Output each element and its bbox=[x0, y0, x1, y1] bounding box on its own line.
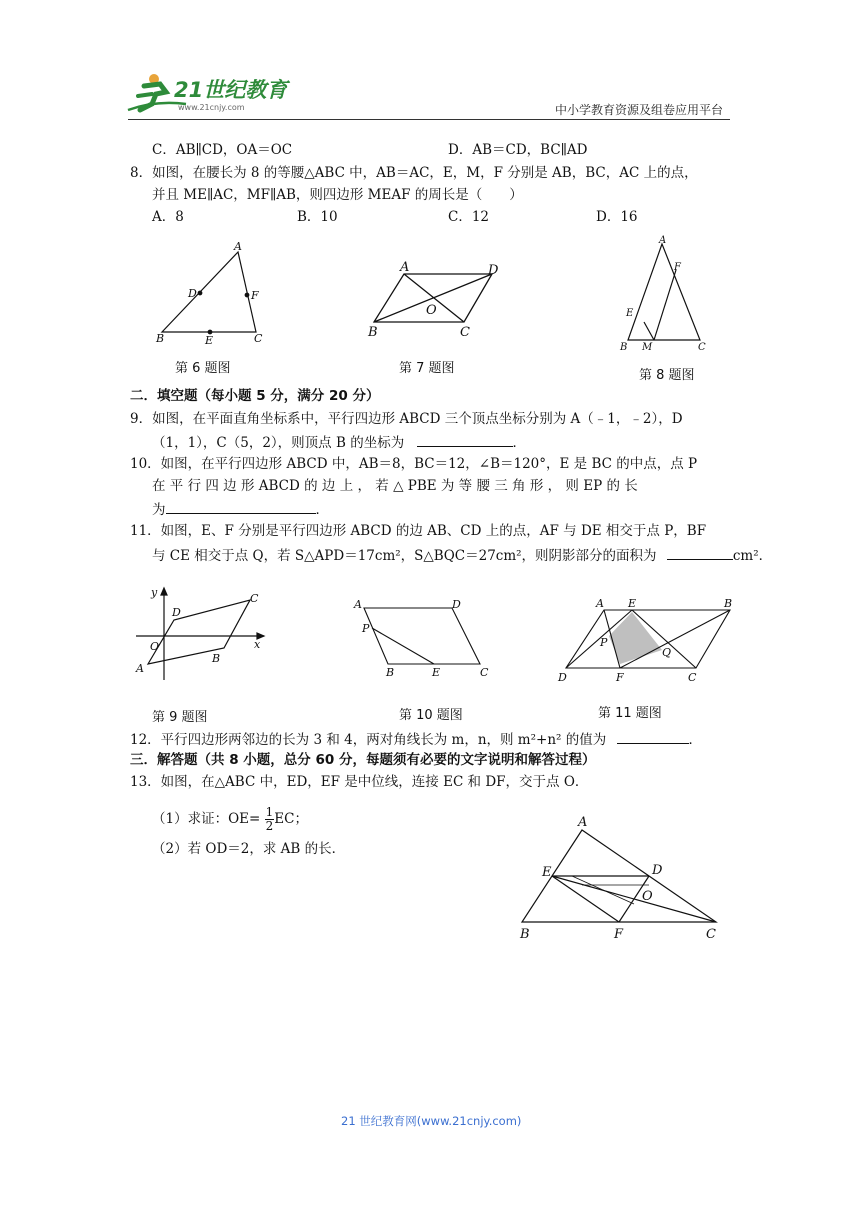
q9-end: ． bbox=[512, 435, 526, 451]
section-2-title: 二．填空题（每小题 5 分，满分 20 分） bbox=[130, 388, 380, 404]
figure-9 bbox=[130, 584, 270, 684]
label-c: C bbox=[706, 927, 716, 942]
triangle-abc bbox=[162, 252, 256, 332]
label-a: A bbox=[136, 662, 144, 675]
q7-option-d: D．AB＝CD，BC∥AD bbox=[448, 142, 588, 158]
segment-mf bbox=[654, 270, 676, 340]
label-e: E bbox=[205, 334, 214, 347]
label-a: A bbox=[578, 815, 588, 830]
q10-line1: 10．如图，在平行四边形 ABCD 中，AB＝8，BC＝12，∠B＝120°，E 是 BC 的中点，点 P bbox=[130, 456, 698, 472]
q8-option-b: B．10 bbox=[297, 209, 338, 225]
segment-inner-2 bbox=[572, 876, 634, 904]
caption-fig8: 第 8 题图 bbox=[639, 368, 695, 383]
q11-line2-text: 与 CE 相交于点 Q，若 S△APD＝17cm²，S△BQC＝27cm²，则阴影部分的面积为 bbox=[152, 548, 657, 564]
label-f: F bbox=[614, 927, 624, 942]
label-b: B bbox=[386, 666, 395, 679]
label-o: O bbox=[642, 889, 653, 904]
label-b: B bbox=[156, 332, 165, 345]
fraction-numerator: 1 bbox=[265, 805, 274, 819]
caption-fig11: 第 11 题图 bbox=[598, 706, 662, 721]
label-d: D bbox=[452, 598, 461, 611]
caption-fig7: 第 7 题图 bbox=[399, 361, 455, 376]
q8-option-d: D．16 bbox=[596, 209, 638, 225]
point-f bbox=[245, 293, 249, 297]
footer-link[interactable]: 21 世纪教育网(www.21cnjy.com) bbox=[341, 1114, 522, 1128]
figure-6 bbox=[152, 240, 272, 348]
label-b: B bbox=[520, 927, 530, 942]
q9-line2 bbox=[152, 432, 526, 452]
q10-line3 bbox=[152, 499, 329, 519]
caption-fig9: 第 9 题图 bbox=[152, 710, 208, 725]
q11-line2 bbox=[152, 545, 772, 565]
caption-fig6: 第 6 题图 bbox=[175, 361, 231, 376]
midline-ef bbox=[552, 876, 619, 922]
q9-line1: 9．如图，在平面直角坐标系中，平行四边形 ABCD 三个顶点坐标分别为 A（﹣1，﹣2），D bbox=[130, 411, 683, 427]
q12-end: ． bbox=[688, 732, 703, 748]
label-c: C bbox=[688, 671, 697, 684]
q7-option-c: C．AB∥CD，OA＝OC bbox=[152, 142, 293, 158]
label-c: C bbox=[250, 592, 259, 605]
q9-line2-text: （1，1），C（5，2），则顶点 B 的坐标为 bbox=[152, 435, 405, 451]
label-o: O bbox=[150, 640, 160, 653]
q12-line1 bbox=[130, 729, 702, 749]
figure-13 bbox=[512, 814, 728, 944]
q13-part1 bbox=[152, 806, 308, 836]
parallelogram-abcd bbox=[148, 600, 250, 664]
label-b: B bbox=[212, 652, 221, 665]
label-f: F bbox=[251, 289, 259, 302]
q12-answer-blank[interactable] bbox=[617, 729, 689, 744]
fraction-half bbox=[265, 806, 275, 833]
q13-part2: （2）若 OD＝2，求 AB 的长． bbox=[152, 841, 346, 857]
label-d: D bbox=[172, 606, 181, 619]
q10-line3-text: 为 bbox=[152, 502, 166, 518]
label-c: C bbox=[254, 332, 263, 345]
header-rule bbox=[128, 119, 730, 120]
q11-end: cm²． bbox=[732, 548, 773, 564]
parallelogram-abcd bbox=[364, 608, 480, 664]
q8-option-c: C．12 bbox=[448, 209, 490, 225]
label-d: D bbox=[188, 287, 197, 300]
q8-line2: 并且 ME∥AC，MF∥AB，则四边形 MEAF 的周长是（ ） bbox=[152, 187, 523, 203]
label-a: A bbox=[354, 598, 362, 611]
label-e: E bbox=[542, 865, 552, 880]
label-a: A bbox=[596, 597, 604, 610]
section-3-title: 三．解答题（共 8 小题，总分 60 分，每题须有必要的文字说明和解答过程） bbox=[130, 752, 596, 768]
figure-11 bbox=[554, 594, 738, 688]
label-e: E bbox=[626, 308, 634, 319]
q11-line1: 11．如图，E、F 分别是平行四边形 ABCD 的边 AB、CD 上的点，AF 与 DE 相交于点 P，BF bbox=[130, 523, 707, 539]
label-p: P bbox=[600, 636, 608, 649]
fraction-denominator: 2 bbox=[265, 819, 274, 833]
q13-part1-prefix: （1）求证：OE= bbox=[152, 811, 261, 827]
label-f: F bbox=[674, 262, 681, 273]
y-axis-arrow-icon bbox=[161, 588, 167, 595]
q13-line1: 13．如图，在△ABC 中，ED，EF 是中位线，连接 EC 和 DF，交于点 O． bbox=[130, 774, 589, 790]
label-p: P bbox=[362, 622, 370, 635]
label-d: D bbox=[558, 671, 567, 684]
label-y: y bbox=[151, 586, 158, 599]
label-a: A bbox=[234, 240, 242, 253]
label-c: C bbox=[698, 342, 706, 353]
q10-end: ． bbox=[315, 502, 329, 518]
q8-option-a: A．8 bbox=[152, 209, 184, 225]
label-a: A bbox=[400, 260, 410, 275]
label-e: E bbox=[628, 597, 637, 610]
label-b: B bbox=[368, 325, 378, 340]
q8-line1: 8．如图，在腰长为 8 的等腰△ABC 中，AB＝AC，E，M，F 分别是 AB，BC，AC 上的点， bbox=[130, 165, 698, 181]
q10-line2: 在 平 行 四 边 形 ABCD 的 边 上 ， 若 △ PBE 为 等 腰 三 角 形 ， 则 EP 的 长 bbox=[152, 478, 638, 494]
segment-pe bbox=[372, 628, 434, 664]
label-b: B bbox=[620, 342, 628, 353]
label-e: E bbox=[432, 666, 441, 679]
label-c: C bbox=[460, 325, 470, 340]
q9-answer-blank[interactable] bbox=[417, 432, 513, 447]
label-b: B bbox=[724, 597, 733, 610]
label-q: Q bbox=[662, 646, 672, 659]
platform-name: 中小学教育资源及组卷应用平台 bbox=[555, 103, 724, 117]
label-a: A bbox=[659, 235, 667, 246]
triangle-abc bbox=[628, 244, 700, 340]
label-x: x bbox=[254, 638, 261, 651]
label-d: D bbox=[652, 863, 663, 878]
figure-8 bbox=[614, 234, 714, 354]
label-d: D bbox=[488, 263, 499, 278]
label-f: F bbox=[616, 671, 624, 684]
q13-part1-suffix: EC； bbox=[274, 811, 308, 827]
caption-fig10: 第 10 题图 bbox=[399, 708, 463, 723]
label-o: O bbox=[426, 303, 437, 318]
q11-answer-blank[interactable] bbox=[667, 545, 733, 560]
q12-line1-text: 12．平行四边形两邻边的长为 3 和 4，两对角线长为 m，n，则 m²+n² 的值为 bbox=[130, 732, 607, 748]
figure-10 bbox=[348, 594, 498, 684]
point-d bbox=[198, 291, 202, 295]
segment-em bbox=[644, 322, 654, 340]
label-m: M bbox=[642, 342, 653, 353]
figure-7 bbox=[364, 258, 504, 342]
label-c: C bbox=[480, 666, 489, 679]
logo bbox=[126, 70, 296, 114]
logo-url-text: www.21cnjy.com bbox=[178, 103, 245, 112]
q10-answer-blank[interactable] bbox=[166, 499, 316, 514]
logo-main-text: 21世纪教育 bbox=[174, 78, 288, 102]
